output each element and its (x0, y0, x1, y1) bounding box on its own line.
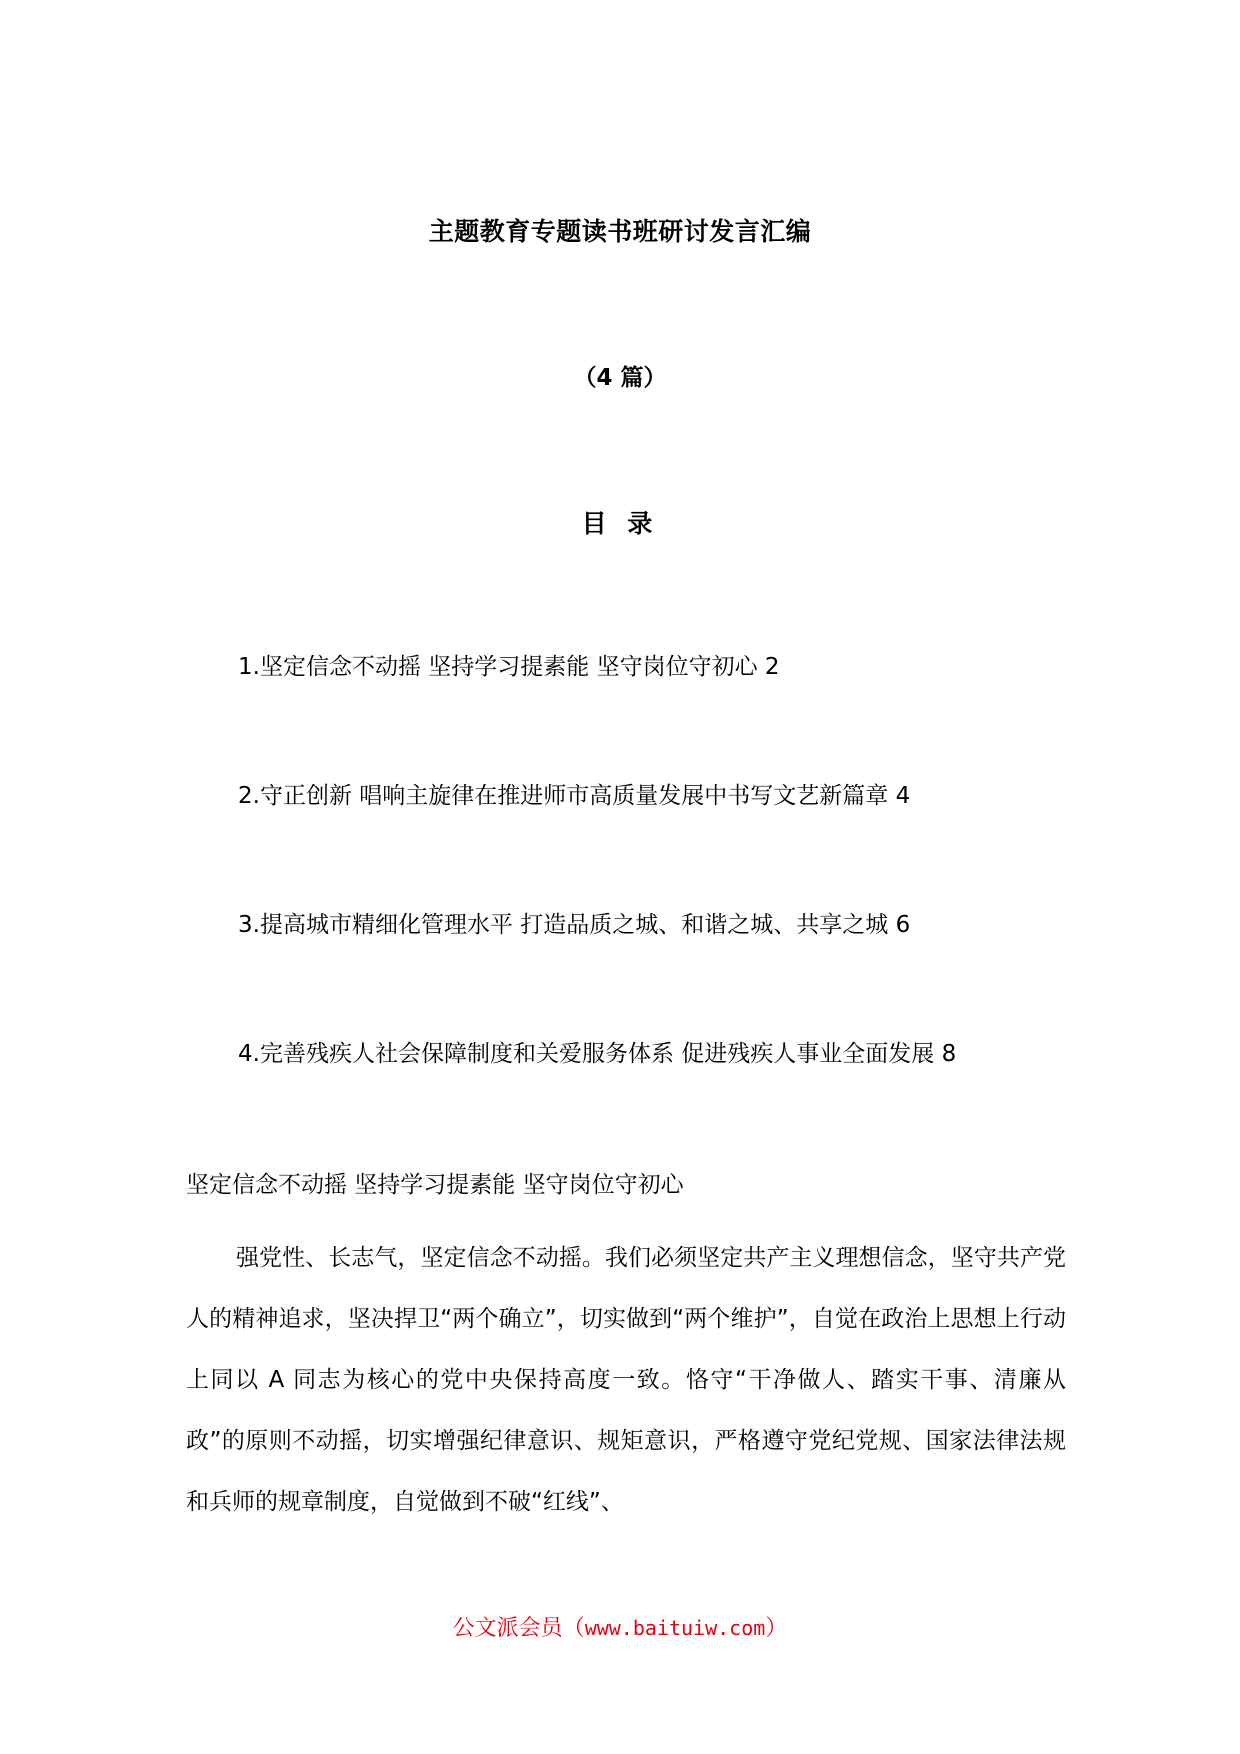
toc-item-2: 2.守正创新 唱响主旋律在推进师市高质量发展中书写文艺新篇章 4 (238, 783, 911, 809)
article-heading: 坚定信念不动摇 坚持学习提素能 坚守岗位守初心 (186, 1172, 684, 1198)
toc-heading: 目 录 (581, 509, 659, 538)
watermark-footer (0, 1612, 1240, 1645)
document-subtitle: （4 篇） (573, 365, 667, 391)
toc-item-4: 4.完善残疾人社会保障制度和关爱服务体系 促进残疾人事业全面发展 8 (238, 1041, 957, 1067)
toc-item-3: 3.提高城市精细化管理水平 打造品质之城、和谐之城、共享之城 6 (238, 912, 911, 938)
table-of-contents (238, 650, 1098, 1166)
footer-brand: 公文派会员（ (452, 1616, 585, 1641)
article-body: 强党性、长志气，坚定信念不动摇。我们必须坚定共产主义理想信念，坚守共产党人的精神追求，坚决捍卫“两个确立”，切实做到“两个维护”，自觉在政治上思想上行动上同以 A 同志为核心的党中央保持高度一致。恪守“干净做人、踏实干事、清廉从政”的原则不动摇，切实增强纪律意识、规矩意识，严格遵守党纪党规、国家法律法规和兵师的规章制度，自觉做到不破“红线”、 (186, 1245, 1066, 1515)
footer-url: www.baituiw.com (584, 1616, 766, 1640)
toc-item-1: 1.坚定信念不动摇 坚持学习提素能 坚守岗位守初心 2 (238, 654, 780, 680)
footer-close: ） (765, 1616, 788, 1641)
document-title: 主题教育专题读书班研讨发言汇编 (428, 217, 812, 246)
